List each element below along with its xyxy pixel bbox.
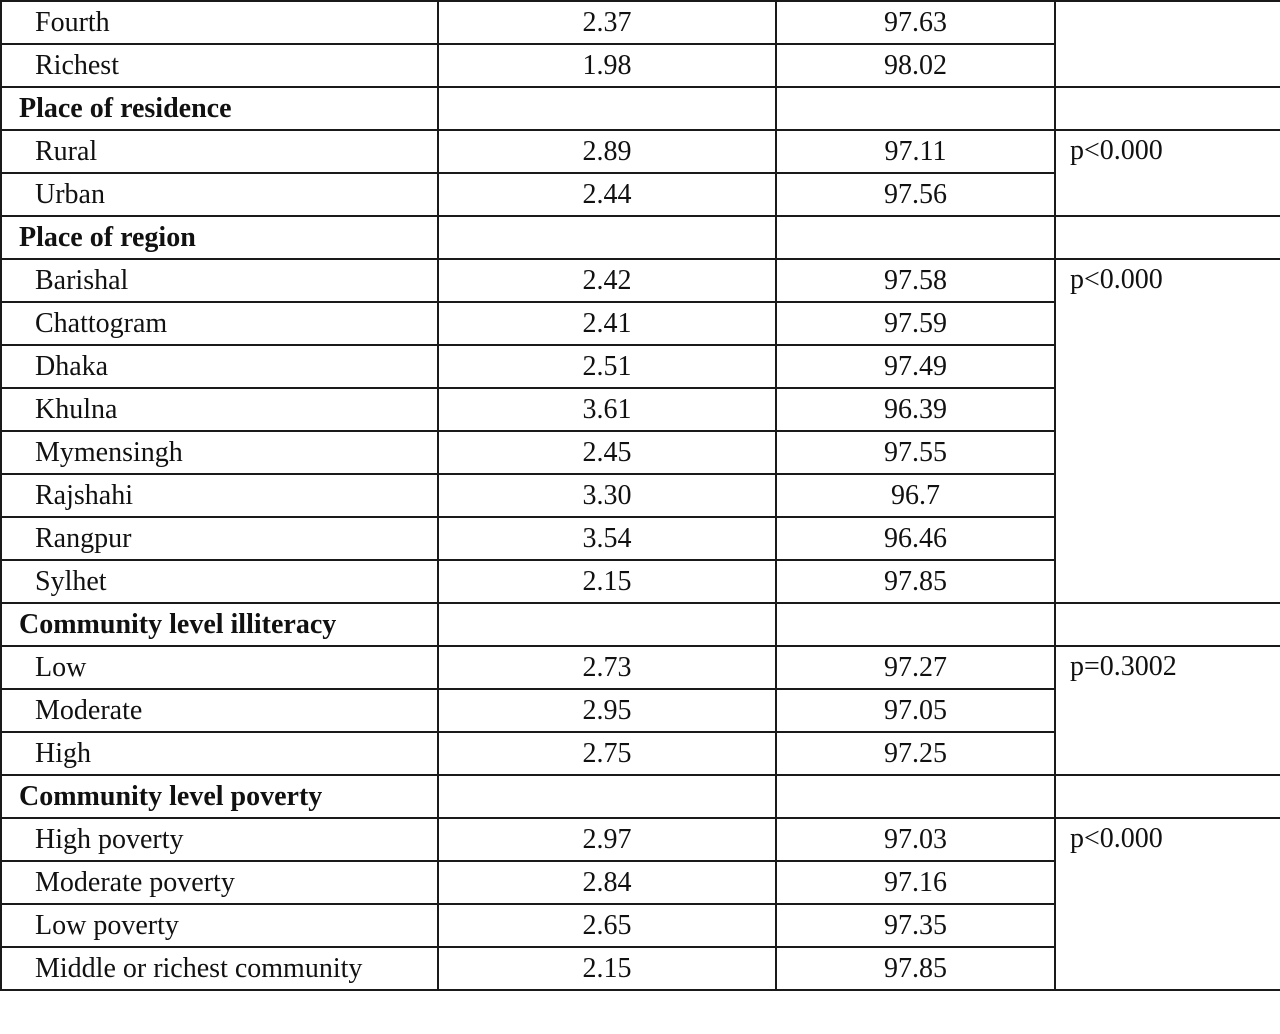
empty-cell-col2 xyxy=(438,603,776,646)
empty-cell-col3 xyxy=(776,216,1055,259)
section-header-label: Place of residence xyxy=(1,87,438,130)
value-col3: 98.02 xyxy=(776,44,1055,87)
section-header-row xyxy=(1,775,1280,818)
row-label: Moderate xyxy=(1,689,438,732)
section-header-label: Place of region xyxy=(1,216,438,259)
value-col2: 3.54 xyxy=(438,517,776,560)
row-label: Low xyxy=(1,646,438,689)
row-label: Rural xyxy=(1,130,438,173)
value-col3: 97.03 xyxy=(776,818,1055,861)
value-col3: 97.05 xyxy=(776,689,1055,732)
row-label: Fourth xyxy=(1,1,438,44)
p-value-cell: p<0.000 xyxy=(1055,259,1280,603)
value-col3: 97.63 xyxy=(776,1,1055,44)
row-label: Moderate poverty xyxy=(1,861,438,904)
empty-cell-col3 xyxy=(776,603,1055,646)
empty-cell-col3 xyxy=(776,775,1055,818)
row-label: High xyxy=(1,732,438,775)
row-label: Sylhet xyxy=(1,560,438,603)
empty-cell-col2 xyxy=(438,775,776,818)
value-col2: 2.45 xyxy=(438,431,776,474)
value-col3: 97.58 xyxy=(776,259,1055,302)
section-header-row xyxy=(1,603,1280,646)
section-header-label: Community level illiteracy xyxy=(1,603,438,646)
row-label: Khulna xyxy=(1,388,438,431)
table-row xyxy=(1,818,1280,861)
row-label: Chattogram xyxy=(1,302,438,345)
row-label: Urban xyxy=(1,173,438,216)
value-col2: 2.75 xyxy=(438,732,776,775)
p-value-cell xyxy=(1055,1,1280,87)
section-header-row xyxy=(1,87,1280,130)
empty-cell-pvalue xyxy=(1055,775,1280,818)
value-col2: 2.84 xyxy=(438,861,776,904)
value-col2: 2.37 xyxy=(438,1,776,44)
table-row xyxy=(1,259,1280,302)
value-col2: 2.89 xyxy=(438,130,776,173)
row-label: Mymensingh xyxy=(1,431,438,474)
empty-cell-pvalue xyxy=(1055,87,1280,130)
value-col2: 2.15 xyxy=(438,947,776,990)
p-value-cell: p=0.3002 xyxy=(1055,646,1280,775)
empty-cell-pvalue xyxy=(1055,603,1280,646)
value-col2: 3.61 xyxy=(438,388,776,431)
value-col2: 2.44 xyxy=(438,173,776,216)
p-value-cell: p<0.000 xyxy=(1055,130,1280,216)
value-col3: 97.85 xyxy=(776,947,1055,990)
value-col3: 97.85 xyxy=(776,560,1055,603)
table-row xyxy=(1,646,1280,689)
value-col3: 97.11 xyxy=(776,130,1055,173)
row-label: Dhaka xyxy=(1,345,438,388)
empty-cell-col2 xyxy=(438,216,776,259)
value-col2: 2.65 xyxy=(438,904,776,947)
value-col2: 2.51 xyxy=(438,345,776,388)
empty-cell-col2 xyxy=(438,87,776,130)
value-col3: 97.56 xyxy=(776,173,1055,216)
row-label: High poverty xyxy=(1,818,438,861)
value-col3: 97.27 xyxy=(776,646,1055,689)
value-col2: 2.42 xyxy=(438,259,776,302)
value-col3: 96.46 xyxy=(776,517,1055,560)
table-row xyxy=(1,1,1280,44)
value-col3: 97.55 xyxy=(776,431,1055,474)
section-header-label: Community level poverty xyxy=(1,775,438,818)
row-label: Rajshahi xyxy=(1,474,438,517)
value-col3: 97.49 xyxy=(776,345,1055,388)
empty-cell-col3 xyxy=(776,87,1055,130)
value-col2: 2.15 xyxy=(438,560,776,603)
value-col2: 2.97 xyxy=(438,818,776,861)
value-col3: 97.25 xyxy=(776,732,1055,775)
value-col3: 97.16 xyxy=(776,861,1055,904)
table-body xyxy=(1,1,1280,990)
row-label: Rangpur xyxy=(1,517,438,560)
empty-cell-pvalue xyxy=(1055,216,1280,259)
row-label: Barishal xyxy=(1,259,438,302)
value-col2: 2.41 xyxy=(438,302,776,345)
value-col2: 1.98 xyxy=(438,44,776,87)
value-col3: 96.39 xyxy=(776,388,1055,431)
row-label: Low poverty xyxy=(1,904,438,947)
section-header-row xyxy=(1,216,1280,259)
value-col3: 97.35 xyxy=(776,904,1055,947)
value-col2: 2.95 xyxy=(438,689,776,732)
value-col3: 96.7 xyxy=(776,474,1055,517)
table-row xyxy=(1,130,1280,173)
value-col2: 2.73 xyxy=(438,646,776,689)
row-label: Middle or richest community xyxy=(1,947,438,990)
value-col2: 3.30 xyxy=(438,474,776,517)
value-col3: 97.59 xyxy=(776,302,1055,345)
p-value-cell: p<0.000 xyxy=(1055,818,1280,990)
row-label: Richest xyxy=(1,44,438,87)
